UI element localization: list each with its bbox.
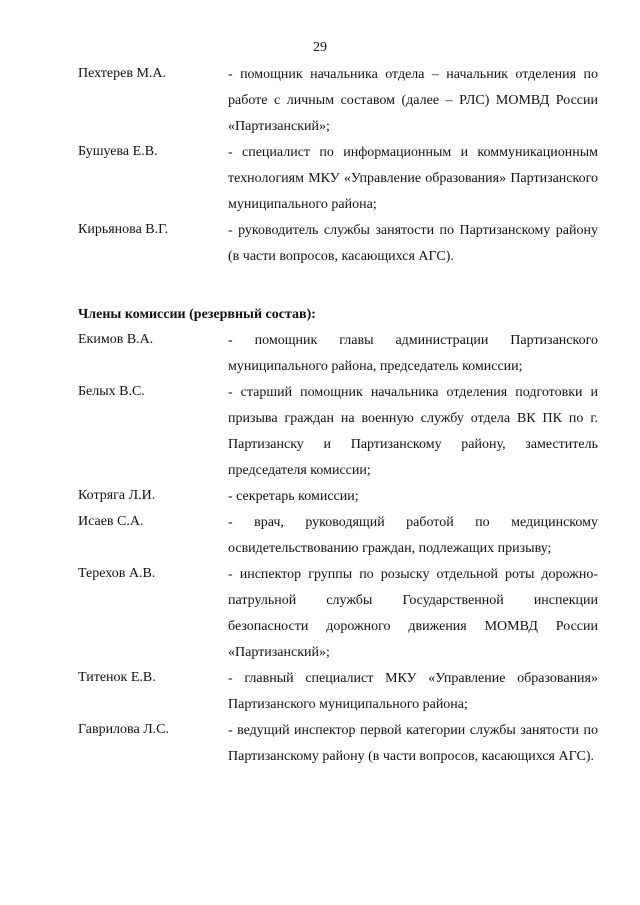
member-role: - помощник главы администрации Партизанского муниципального района, председатель комиссии; [228,333,598,374]
section-title: Члены комиссии (резервный состав): [78,307,316,322]
member-row [78,484,598,510]
member-row [78,510,598,562]
member-role: - специалист по информационным и коммуникационным технологиям МКУ «Управление образования» Партизанского муниципального района; [228,145,598,212]
member-role: - ведущий инспектор первой категории службы занятости по Партизанскому району (в части вопросов, касающихся АГС). [228,723,598,764]
member-row [78,380,598,484]
member-row [78,218,598,270]
member-name: Кирьянова В.Г. [78,222,169,237]
page-number: 29 [313,40,327,55]
member-name: Гаврилова Л.С. [78,722,170,737]
member-role: - инспектор группы по розыску отдельной роты дорожно-патрульной службы Государственной инспекции безопасности дорожного движения МОМВД России «Партизанский»; [228,567,598,660]
member-row [78,140,598,218]
member-name: Котряга Л.И. [78,488,156,503]
member-role: - помощник начальника отдела – начальник отделения по работе с личным составом (далее – РЛС) МОМВД России «Партизанский»; [228,67,598,134]
member-row [78,718,598,770]
member-name: Терехов А.В. [78,566,156,581]
member-row [78,666,598,718]
member-row [78,328,598,380]
member-row [78,562,598,666]
member-row [78,62,598,140]
member-name: Бушуева Е.В. [78,144,158,159]
member-role: - секретарь комиссии; [228,489,359,504]
member-name: Екимов В.А. [78,332,154,347]
member-name: Титенок Е.В. [78,670,156,685]
member-name: Пехтерев М.А. [78,66,167,81]
member-role: - главный специалист МКУ «Управление образования» Партизанского муниципального района; [228,671,598,712]
member-name: Белых В.С. [78,384,145,399]
document-content [78,62,598,770]
member-role: - врач, руководящий работой по медицинскому освидетельствованию граждан, подлежащих призыву; [228,515,598,556]
member-role: - старший помощник начальника отделения подготовки и призыва граждан на военную службу отдела ВК ПК по г. Партизанску и Партизанскому району, заместитель председателя комиссии; [228,385,598,478]
member-name: Исаев С.А. [78,514,144,529]
section-gap [78,270,598,302]
member-role: - руководитель службы занятости по Партизанскому району (в части вопросов, касающихся АГС). [228,223,598,264]
